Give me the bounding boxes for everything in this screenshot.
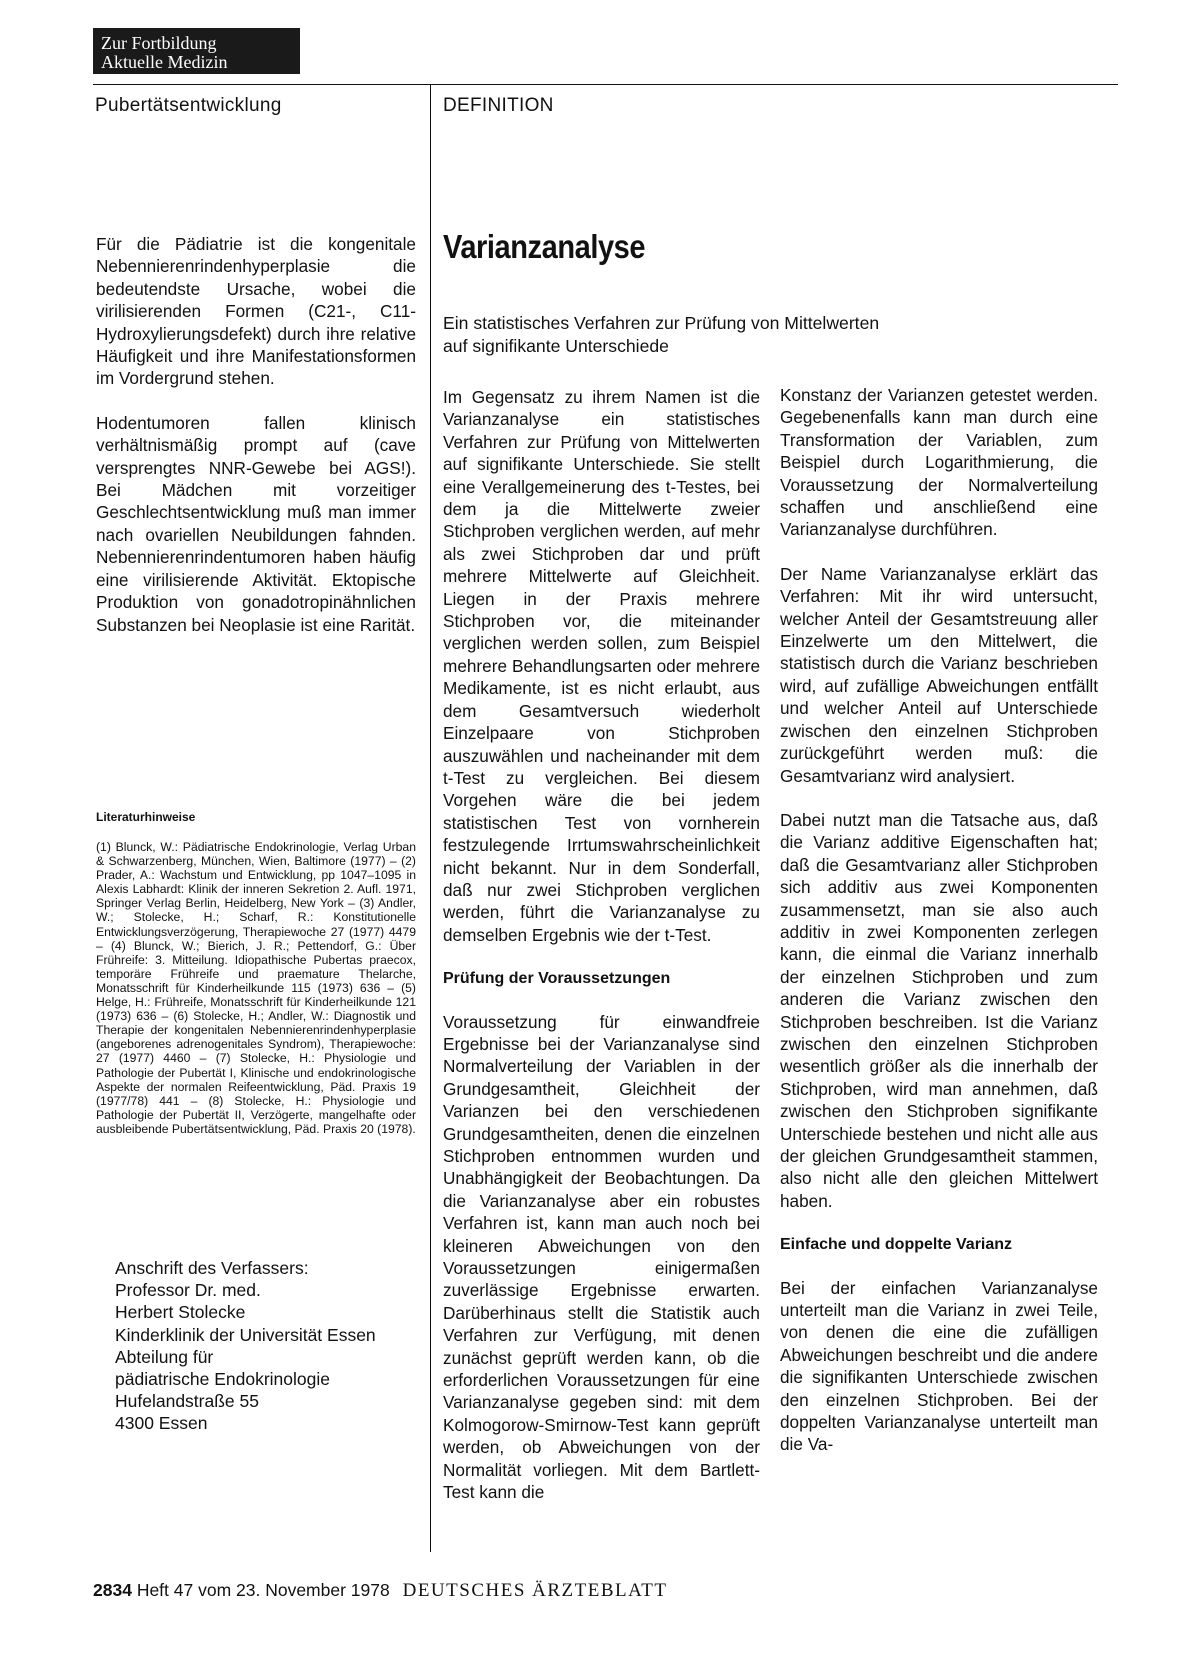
subheading: Einfache und doppelte Varianz (780, 1236, 1013, 1254)
page-number: 2834 (93, 1580, 132, 1600)
address-line: Abteilung für (115, 1346, 214, 1367)
section-label-right: DEFINITION (443, 95, 554, 116)
body-paragraph: Der Name Varianzanalyse erklärt das Verfahren: Mit ihr wird untersucht, welcher Anteil der Gesamtstreuung aller Einzelwerte um den Mittelwert, die statistisch durch die Varianz beschrieben wird, auf zufällige Abweichungen entfällt und welcher Anteil auf Unterschiede zwischen den einzelnen Stichproben zurückgeführt werden muß: die Gesamtvarianz wird analysiert. (780, 563, 1098, 786)
rubric-line-2: Aktuelle Medizin (101, 52, 228, 72)
magazine-name: DEUTSCHES ÄRZTEBLATT (402, 1580, 668, 1601)
address-line: 4300 Essen (115, 1413, 208, 1434)
literature-list: (1) Blunck, W.: Pädiatrische Endokrinologie, Verlag Urban & Schwarzenberg, München, Wien, Baltimore (1977) – (2) Prader, A.: Wachstum und Entwicklung, pp 1047–1095 in Alexis Labhardt: Klinik der inneren Sekretion 2. Aufl. 1971, Springer Verlag Berlin, Heidelberg, New York – (3) Andler, W.; Stolecke, H.; Scharf, R.: Konstitutionelle Entwicklungsverzögerung, Therapiewoche 27 (1977) 4479 – (4) Blunck, W.; Bierich, J. R.; Pettendorf, G.: Über Frühreife: 3. Mitteilung. Idiopathische Pubertas praecox, temporäre Frühreife und praemature Thelarche, Monatsschrift für Kinderheilkunde 115 (1973) 636 – (5) Helge, H.: Frühreife, Monatsschrift für Kinderheilkunde 121 (1973) 636 – (6) Stolecke, H.; Andler, W.: Diagnostik und Therapie der kongenitalen Nebennierenrindenhyperplasie (angeborenes adrenogenitales Syndrom), Therapiewoche: 27 (1977) 4460 – (7) Stolecke, H.: Physiologie und Pathologie der Pubertät I, Klinische und endokrinologische Aspekte der normalen Reifeentwicklung, Päd. Praxis 19 (1977/78) 441 – (8) Stolecke, H.: Physiologie und Pathologie der Pubertät II, Verzögerte, mangelhafte oder ausbleibende Pubertätsentwicklung, Päd. Praxis 20 (1978). (96, 840, 416, 1136)
section-label-left: Pubertätsentwicklung (95, 95, 282, 116)
body-paragraph: Im Gegensatz zu ihrem Namen ist die Varianzanalyse ein statistisches Verfahren zur Prüfung von Mittelwerten auf signifikante Unterschiede. Sie stellt eine Verallgemeinerung des t-Testes, bei dem ja die Mittelwerte zweier Stichproben verglichen werden, auf mehr als zwei Stichproben dar und prüft mehrere Mittelwerte auf Gleichheit. Liegen in der Praxis mehrere Stichproben vor, die miteinander verglichen werden sollen, zum Beispiel mehrere Behandlungsarten oder mehrere Medikamente, ist es nicht erlaubt, aus dem Gesamtversuch wiederholt Einzelpaare von Stichproben auszuwählen und nacheinander mit dem t-Test zu vergleichen. Bei diesem Vorgehen wäre die bei jedem statistischen Test von vornherein festzulegende Irrtumswahrscheinlichkeit nicht bekannt. Nur in dem Sonderfall, daß nur zwei Stichproben verglichen werden, führt die Varianzanalyse zu demselben Ergebnis wie der t-Test. (443, 387, 760, 945)
right-column (780, 384, 1098, 1478)
address-line: Anschrift des Verfassers: (115, 1258, 309, 1278)
left-column-text (96, 233, 416, 658)
address-line: Professor Dr. med. (115, 1280, 261, 1301)
address-line: Hufelandstraße 55 (115, 1391, 259, 1412)
address-line: Kinderklinik der Universität Essen (115, 1324, 376, 1345)
page-footer (93, 1580, 667, 1602)
left-paragraph: Hodentumoren fallen klinisch verhältnismäßig prompt auf (cave versprengtes NNR-Gewebe bei AGS!). Bei Mädchen mit vorzeitiger Geschlechtsentwicklung muß man immer nach ovariellen Neubildungen fahnden. Nebennierenrindentumoren haben häufig eine virilisierende Aktivität. Ektopische Produktion von gonadotropinähnlichen Substanzen bei Neoplasie ist eine Rarität. (96, 412, 416, 635)
rubric-box (93, 28, 300, 74)
article-subtitle (443, 312, 1003, 357)
subtitle-line: Ein statistisches Verfahren zur Prüfung von Mittelwerten (443, 313, 880, 333)
body-paragraph: Bei der einfachen Varianzanalyse unterteilt man die Varianz in zwei Teile, von denen die eine die zufälligen Abweichungen beschreibt und die andere die signifikanten Unterschiede zwischen den einzelnen Stichproben. Bei der doppelten Varianzanalyse unterteilt man die Va- (780, 1277, 1098, 1455)
address-line: Herbert Stolecke (115, 1302, 246, 1323)
body-paragraph: Voraussetzung für einwandfreie Ergebnisse bei der Varianzanalyse sind Normalverteilung der Variablen in der Grundgesamtheit, Gleichheit der Varianzen bei den verschiedenen Grundgesamtheiten, denen die einzelnen Stichproben entnommen wurden und Unabhängigkeit der Beobachtungen. Da die Varianzanalyse aber ein robustes Verfahren ist, kann man auch noch bei kleineren Abweichungen von den Voraussetzungen einigermaßen zuverlässige Ergebnisse erwarten. Darüberhinaus stellt die Statistik auch Verfahren zur Verfügung, mit denen zunächst geprüft werden kann, ob die erforderlichen Voraussetzungen für eine Varianzanalyse gegeben sind: mit dem Kolmogorow-Smirnow-Test kann geprüft werden, ob Abweichungen von der Normalität vorliegen. Mit dem Bartlett-Test kann die (443, 1011, 760, 1503)
article-title: Varianzanalyse (443, 228, 646, 265)
left-paragraph: Für die Pädiatrie ist die kongenitale Nebennierenrindenhyperplasie die bedeutendste Ursache, wobei die virilisierenden Formen (C21-, C11-Hydroxylierungsdefekt) durch ihre relative Häufigkeit und ihre Manifestationsformen im Vordergrund stehen. (96, 234, 416, 389)
issue-info: Heft 47 vom 23. November 1978 (136, 1580, 390, 1600)
author-address (115, 1257, 376, 1435)
column-divider (430, 84, 431, 1552)
literature-heading: Literaturhinweise (96, 810, 196, 824)
rubric-line-1: Zur Fortbildung (101, 33, 217, 53)
middle-column (443, 386, 760, 1526)
subheading: Prüfung der Voraussetzungen (443, 970, 671, 988)
address-line: pädiatrische Endokrinologie (115, 1369, 330, 1390)
subtitle-line: auf signifikante Unterschiede (443, 335, 669, 356)
body-paragraph: Dabei nutzt man die Tatsache aus, daß die Varianz additive Eigenschaften hat; daß die Gesamtvarianz aller Stichproben sich additiv aus zwei Komponenten zusammensetzt, man sie also auch additiv in zwei Komponenten zerlegen kann, die einmal die Varianz innerhalb der einzelnen Stichproben und zum anderen die Varianz zwischen den Stichproben beschreiben. Ist die Varianz zwischen den einzelnen Stichproben wesentlich größer als die innerhalb der Stichproben, wird man annehmen, daß zwischen den Stichproben signifikante Unterschiede bestehen und nicht alle aus der gleichen Grundgesamtheit stammen, also nicht alle den gleichen Mittelwert haben. (780, 809, 1098, 1211)
body-paragraph: Konstanz der Varianzen getestet werden. Gegebenenfalls kann man durch eine Transformation der Variablen, zum Beispiel durch Logarithmierung, die Voraussetzung der Normalverteilung schaffen und anschließend eine Varianzanalyse durchführen. (780, 385, 1098, 540)
top-rule (93, 84, 1118, 85)
